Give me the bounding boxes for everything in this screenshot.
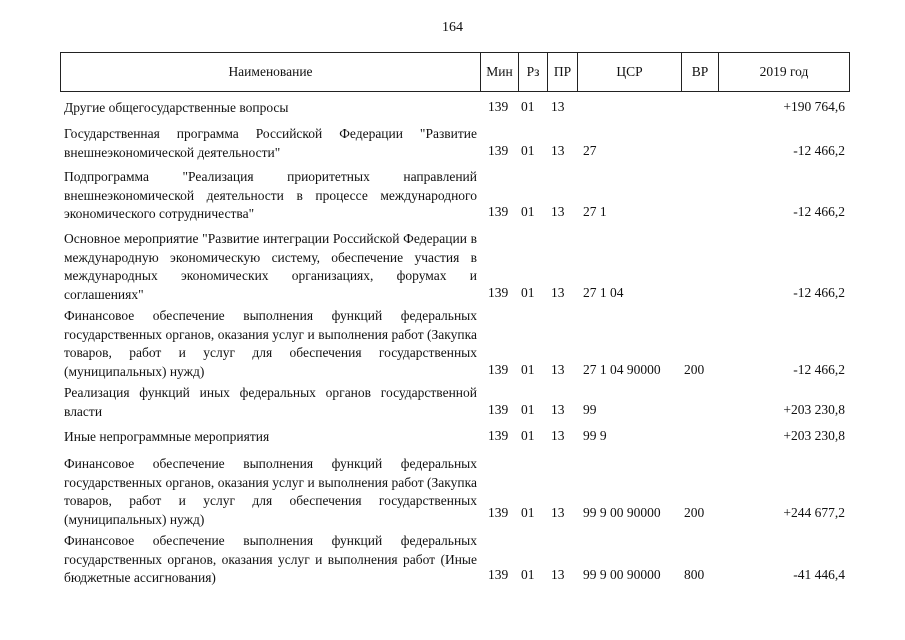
row-name: Финансовое обеспечение выполнения функций федеральных государственных органов, оказания услуг и выполнения работ (Закупка товаров, работ и услуг для обеспечения государственных (муниципальных) нужд) xyxy=(64,308,477,379)
page-number: 164 xyxy=(442,20,463,35)
row-pr: 13 xyxy=(551,505,565,520)
row-rz: 01 xyxy=(521,402,535,417)
row-rz: 01 xyxy=(521,567,535,582)
row-min: 139 xyxy=(488,428,509,443)
row-sum: -12 466,2 xyxy=(793,362,845,377)
row-sum: +203 230,8 xyxy=(783,428,845,443)
row-rz: 01 xyxy=(521,204,535,219)
row-name: Государственная программа Российской Федерации "Развитие внешнеэкономической деятельности" xyxy=(64,126,477,160)
row-min: 139 xyxy=(488,505,509,520)
row-sum: +203 230,8 xyxy=(783,402,845,417)
row-pr: 13 xyxy=(551,285,565,300)
header-csr: ЦСР xyxy=(578,53,682,92)
row-sum: -12 466,2 xyxy=(793,285,845,300)
row-rz: 01 xyxy=(521,362,535,377)
header-min: Мин xyxy=(481,53,519,92)
row-vr: 200 xyxy=(684,362,705,377)
row-name: Реализация функций иных федеральных органов государственной власти xyxy=(64,385,477,419)
row-sum: -12 466,2 xyxy=(793,204,845,219)
row-sum: +244 677,2 xyxy=(783,505,845,520)
row-name: Иные непрограммные мероприятия xyxy=(64,429,270,444)
row-rz: 01 xyxy=(521,99,535,114)
row-name: Финансовое обеспечение выполнения функций федеральных государственных органов, оказания услуг и выполнения работ (Закупка товаров, работ и услуг для обеспечения государственных (муниципальных) нужд) xyxy=(64,456,477,527)
header-year: 2019 год xyxy=(719,53,850,92)
row-min: 139 xyxy=(488,362,509,377)
row-name: Подпрограмма "Реализация приоритетных направлений внешнеэкономической деятельности в процессе международного экономического сотрудничества" xyxy=(64,169,477,221)
row-pr: 13 xyxy=(551,567,565,582)
row-sum: -12 466,2 xyxy=(793,143,845,158)
row-rz: 01 xyxy=(521,143,535,158)
row-csr: 27 1 04 xyxy=(583,285,624,300)
row-sum: +190 764,6 xyxy=(783,99,845,114)
header-pr: ПР xyxy=(548,53,578,92)
row-min: 139 xyxy=(488,285,509,300)
row-pr: 13 xyxy=(551,204,565,219)
row-csr: 99 9 00 90000 xyxy=(583,505,661,520)
row-name: Основное мероприятие "Развитие интеграции Российской Федерации в международную экономическую систему, обеспечение участия в международных экономических организациях, форумах и соглашениях" xyxy=(64,231,477,302)
row-rz: 01 xyxy=(521,285,535,300)
header-vr: ВР xyxy=(682,53,719,92)
row-min: 139 xyxy=(488,567,509,582)
row-pr: 13 xyxy=(551,99,565,114)
row-pr: 13 xyxy=(551,143,565,158)
row-csr: 27 xyxy=(583,143,597,158)
row-csr: 99 9 xyxy=(583,428,607,443)
row-rz: 01 xyxy=(521,505,535,520)
row-csr: 99 9 00 90000 xyxy=(583,567,661,582)
row-vr: 200 xyxy=(684,505,705,520)
row-min: 139 xyxy=(488,99,509,114)
row-vr: 800 xyxy=(684,567,705,582)
row-name: Финансовое обеспечение выполнения функций федеральных государственных органов, оказания услуг и выполнения работ (Иные бюджетные ассигнования) xyxy=(64,533,477,585)
row-csr: 27 1 xyxy=(583,204,607,219)
row-sum: -41 446,4 xyxy=(793,567,845,582)
row-name: Другие общегосударственные вопросы xyxy=(64,100,289,115)
header-rz: Рз xyxy=(519,53,548,92)
row-min: 139 xyxy=(488,204,509,219)
row-csr: 99 xyxy=(583,402,597,417)
row-min: 139 xyxy=(488,143,509,158)
row-csr: 27 1 04 90000 xyxy=(583,362,661,377)
header-name: Наименование xyxy=(61,53,481,92)
row-min: 139 xyxy=(488,402,509,417)
row-pr: 13 xyxy=(551,362,565,377)
row-pr: 13 xyxy=(551,402,565,417)
row-pr: 13 xyxy=(551,428,565,443)
row-rz: 01 xyxy=(521,428,535,443)
